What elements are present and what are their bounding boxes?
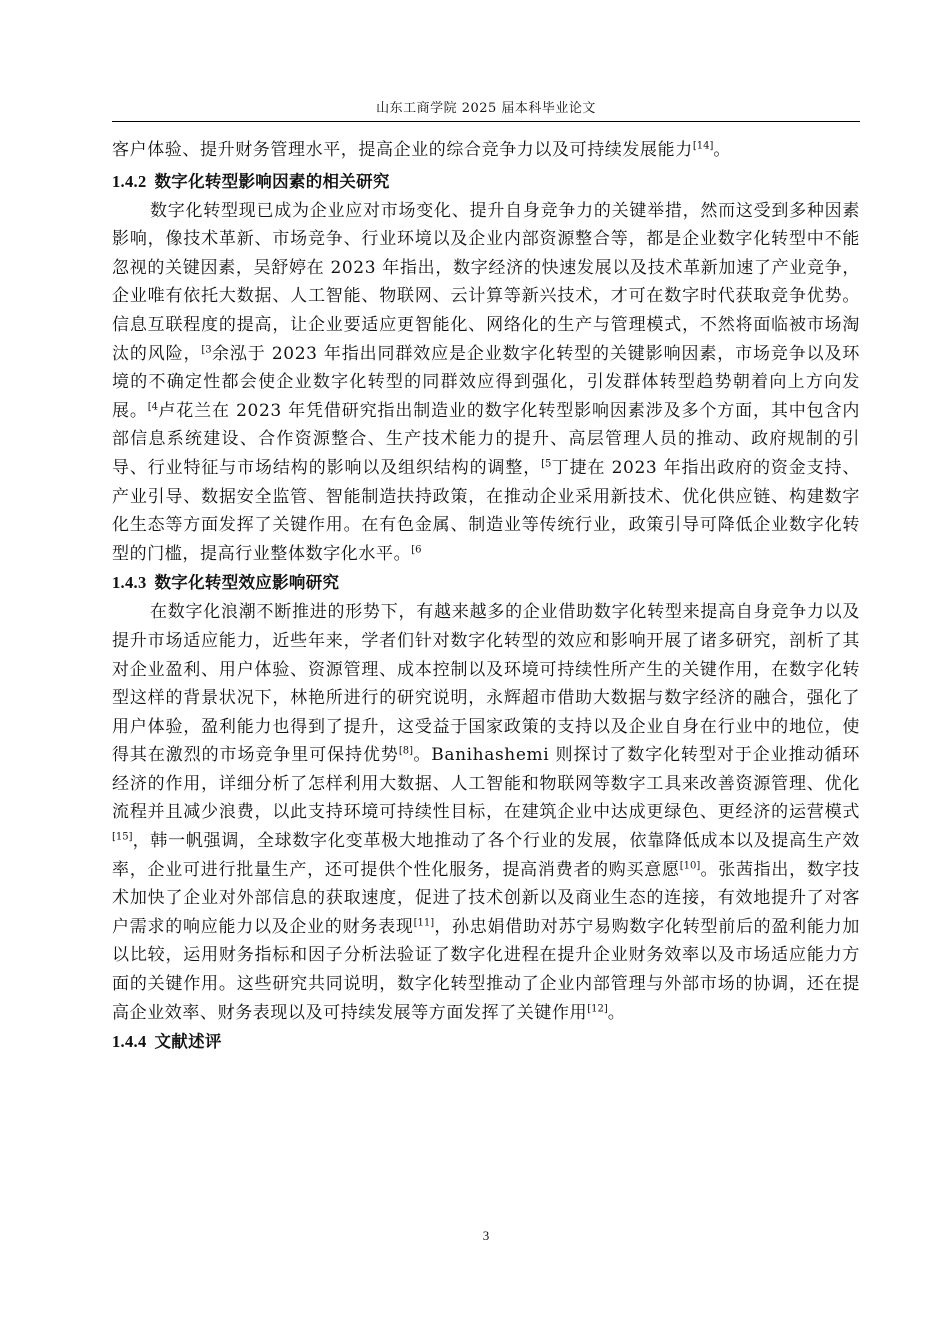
intro-paragraph [112, 136, 860, 165]
paragraph-text: 。 [607, 1002, 626, 1023]
paragraph-transformation-effects [112, 598, 860, 1027]
citation: [8] [398, 745, 413, 757]
page-number: 3 [482, 1228, 490, 1243]
paragraph-influencing-factors [112, 197, 860, 569]
citation: [11] [413, 917, 435, 929]
citation: [4 [147, 401, 159, 413]
paragraph-text: ，孙忠娟借助对苏宁易购数字化转型前后的盈利能力加以比较，运用财务指标和因子分析法验证了数字化进程在提升企业财务效率以及市场适应能力方面的关键作用。这些研究共同说明，数字化转型推动了企业内部管理与外部市场的协调，还在提高企业效率、财务表现以及可持续发展等方面发挥了关键作用 [112, 916, 861, 1023]
paragraph-text: 。Banihashemi 则探讨了数字化转型对于企业推动循环经济的作用，详细分析了怎样利用大数据、人工智能和物联网等数字工具来改善资源管理、优化流程并且减少浪费，以此支持环境可持续性目标，在建筑企业中达成更绿色、更经济的运营模式 [112, 745, 860, 823]
section-heading-1-4-4 [112, 1027, 860, 1057]
section-title: 数字化转型效应影响研究 [154, 573, 340, 593]
section-title: 文献述评 [154, 1032, 222, 1052]
section-heading-1-4-3 [112, 568, 860, 598]
intro-text: 客户体验、提升财务管理水平，提高企业的综合竞争力以及可持续发展能力 [112, 140, 693, 160]
citation: [10] [679, 860, 701, 871]
citation: [14] [692, 140, 714, 152]
paragraph-text: 。张茜指出，数字技术加快了企业对外部信息的获取速度，促进了技术创新以及商业生态的连接，有效地提升了对客户需求的响应能力以及企业的财务表现 [112, 859, 860, 937]
paragraph-text: 在数字化浪潮不断推进的形势下，有越来越多的企业借助数字化转型来提高自身竞争力以及提升市场适应能力，近些年来，学者们针对数字化转型的效应和影响开展了诸多研究，剖析了其对企业盈利、用户体验、资源管理、成本控制以及环境可持续性所产生的关键作用，在数字化转型这样的背景状况下，林艳所进行的研究说明，永辉超市借助大数据与数字经济的融合，强化了用户体验，盈利能力也得到了提升，这受益于国家政策的支持以及企业自身在行业中的地位，使得其在激烈的市场竞争里可保持优势 [112, 602, 860, 766]
citation: [5 [541, 458, 552, 470]
section-number: 1.4.3 [112, 573, 147, 593]
header-rule [112, 121, 860, 122]
paragraph-text: 数字化转型现已成为企业应对市场变化、提升自身竞争力的关键举措，然而这受到多种因素影响，像技术革新、市场竞争、行业环境以及企业内部资源整合等，都是企业数字化转型中不能忽视的关键因素，吴舒婷在 2023 年指出，数字经济的快速发展以及技术革新加速了产业竞争，企业唯有依托大数据、人工智能、物联网、云计算等新兴技术，才可在数字时代获取竞争优势。信息互联程度的提高，让企业要适应更智能化、网络化的生产与管理模式，不然将面临被市场淘汰的风险， [112, 200, 860, 364]
citation: [15] [112, 831, 133, 843]
citation: [6 [411, 544, 422, 556]
section-title: 数字化转型影响因素的相关研究 [154, 171, 390, 191]
paragraph-text: ，韩一帆强调，全球数字化变革极大地推动了各个行业的发展，依靠降低成本以及提高生产效率，企业可进行批量生产，还可提供个性化服务，提高消费者的购买意愿 [112, 831, 860, 880]
section-number: 1.4.2 [112, 171, 147, 191]
section-number: 1.4.4 [112, 1032, 147, 1052]
citation: [3 [201, 343, 212, 355]
paragraph-text: 余泓于 2023 年指出同群效应是企业数字化转型的关键影响因素，市场竞争以及环境的不确定性都会使企业数字化转型的同群效应得到强化，引发群体转型趋势朝着向上方向发展。 [112, 343, 860, 421]
intro-tail: 。 [713, 140, 731, 160]
citation: [12] [587, 1002, 608, 1014]
paragraph-text: 卢花兰在 2023 年凭借研究指出制造业的数字化转型影响因素涉及多个方面，其中包含内部信息系统建设、合作资源整合、生产技术能力的提升、高层管理人员的推动、政府规制的引导、行业特征与市场结构的影响以及组织结构的调整， [112, 400, 860, 478]
paragraph-text: 丁捷在 2023 年指出政府的资金支持、产业引导、数据安全监管、智能制造扶持政策，在推动企业采用新技术、优化供应链、构建数字化生态等方面发挥了关键作用。在有色金属、制造业等传统行业，政策引导可降低企业数字化转型的门槛，提高行业整体数字化水平。 [112, 457, 860, 564]
section-heading-1-4-2 [112, 165, 860, 197]
page-body [112, 136, 860, 1057]
running-header: 山东工商学院 2025 届本科毕业论文 [376, 101, 596, 116]
